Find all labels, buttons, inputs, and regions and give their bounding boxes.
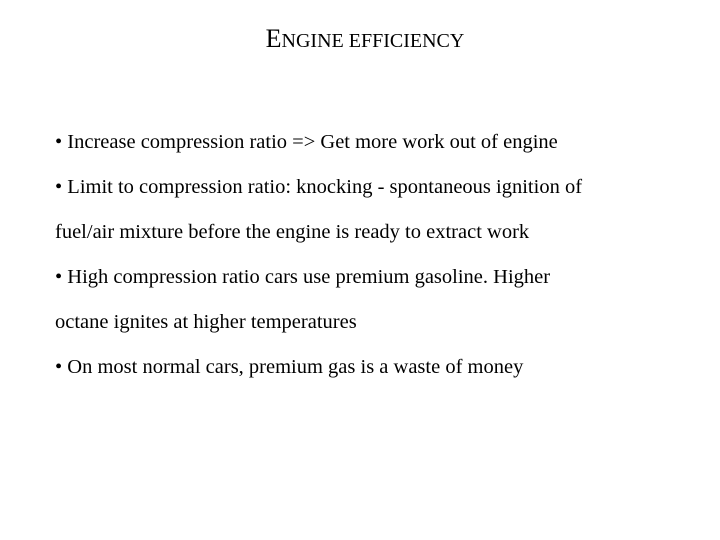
bullet-premium-gasoline-continued: octane ignites at higher temperatures xyxy=(55,311,357,333)
bullet-compression-ratio: • Increase compression ratio => Get more work out of engine xyxy=(55,131,558,153)
title-initial: E xyxy=(265,24,282,53)
bullet-premium-gasoline: • High compression ratio cars use premium gasoline. Higher xyxy=(55,266,551,288)
slide-title xyxy=(0,22,720,58)
bullet-list xyxy=(55,120,705,390)
title-rest: NGINE EFFICIENCY xyxy=(281,30,465,52)
bullet-knocking: • Limit to compression ratio: knocking - spontaneous ignition of xyxy=(55,176,583,198)
bullet-knocking-continued: fuel/air mixture before the engine is ready to extract work xyxy=(55,221,530,243)
bullet-waste-of-money: • On most normal cars, premium gas is a waste of money xyxy=(55,356,524,378)
